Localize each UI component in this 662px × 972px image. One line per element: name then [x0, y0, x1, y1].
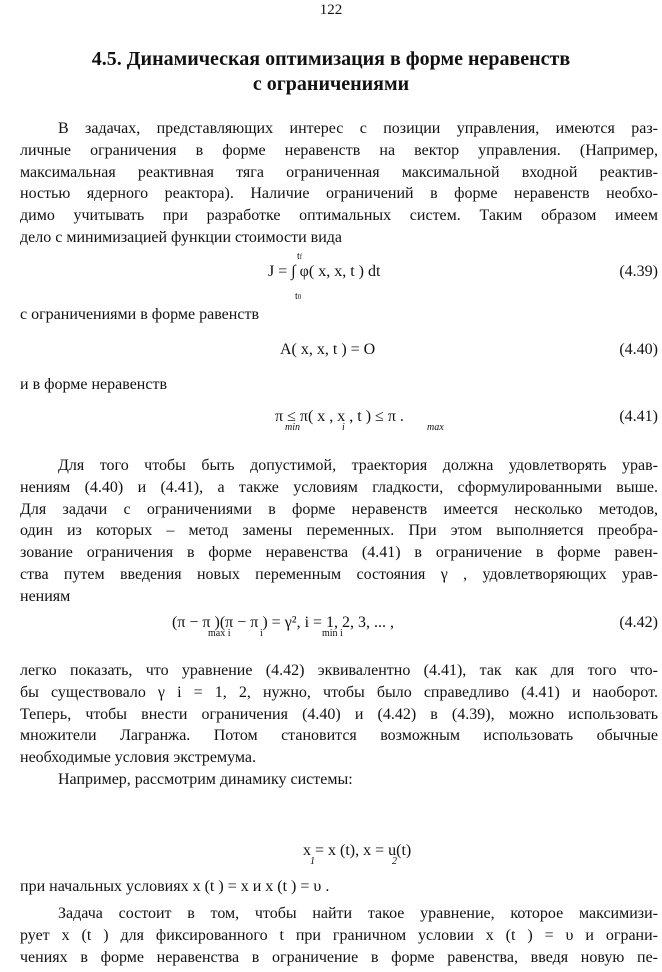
- paragraph-line: дело с минимизацией функции стоимости вида: [20, 228, 343, 246]
- subscript-i: i: [260, 628, 263, 639]
- paragraph-line: максимальная реактивная тяга ограниченная максимальной входной реактив-: [20, 163, 658, 181]
- section-heading: [20, 47, 642, 97]
- paragraph-2: [20, 455, 658, 608]
- paragraph-line: нениям: [20, 587, 71, 605]
- equation-body: A( x, x, t ) = O: [280, 341, 376, 358]
- integral-upper-limit: tf: [297, 251, 303, 262]
- subscript-i: i: [342, 422, 345, 433]
- subscript-min: min: [285, 422, 300, 433]
- subscript-max: max: [427, 422, 444, 433]
- text-line: с ограничениями в форме равенств: [20, 306, 259, 323]
- equation-number: (4.39): [619, 263, 658, 280]
- paragraph-line: ностью ядерного реактора). Наличие ограничений в форме неравенств необхо-: [20, 185, 658, 203]
- paragraph-line: Для того чтобы быть допустимой, траектория должна удовлетворять урав-: [58, 457, 658, 474]
- equation-number: (4.40): [619, 341, 658, 358]
- subscript-2: 2: [392, 856, 397, 867]
- paragraph-line: димо учитывать при разработке оптимальных систем. Таким образом имеем: [20, 207, 658, 225]
- paragraph-6: [20, 903, 658, 968]
- equation-number: (4.42): [619, 614, 658, 631]
- paragraph-line: Задача состоит в том, чтобы найти такое уравнение, которое максимизи-: [58, 905, 658, 922]
- equation-body: J = ∫ φ( x, x, t ) dt: [268, 263, 381, 280]
- equation-4-42: [20, 608, 658, 648]
- paragraph-line: чениях в форме неравенства в ограничение в форме равенства, введя новую пе-: [20, 948, 658, 966]
- text-line: Например, рассмотрим динамику системы:: [58, 771, 353, 788]
- paragraph-line: множители Лагранжа. Потом становится возможным использовать обычные: [20, 727, 658, 745]
- text-line: и в форме неравенств: [20, 376, 168, 393]
- paragraph-line: Для задачи с ограничениями в форме неравенств имеется несколько методов,: [20, 500, 658, 518]
- text-line: при начальных условиях x (t ) = x и x (t ) = υ .: [20, 878, 330, 895]
- paragraph-3: [20, 660, 658, 769]
- paragraph-line: рует x (t ) для фиксированного t при граничном условии x (t ) = υ и ограни-: [20, 926, 658, 944]
- paragraph-line: нениям (4.40) и (4.41), а также условиям гладкости, сформулированными выше.: [20, 478, 658, 496]
- paragraph-line: легко показать, что уравнение (4.42) эквивалентно (4.41), так как для того что-: [20, 662, 658, 679]
- equation-body: (π − π )(π − π ) = γ², i = 1, 2, 3, ... ,: [172, 614, 395, 631]
- paragraph-line: бы существовало γ i = 1, 2, нужно, чтобы было справедливо (4.41) и наоборот.: [20, 683, 658, 701]
- equation-body: x = x (t), x = u(t): [303, 842, 412, 859]
- equation-4-41: [20, 402, 658, 442]
- paragraph-line: один из которых – метод замены переменных. При этом выполняется преобра-: [20, 522, 658, 540]
- page-number: 122: [319, 2, 343, 18]
- paragraph-line: ства путем введения новых переменным состояния γ , удовлетворяющих урав-: [20, 565, 658, 583]
- subscript-min-i: min i: [322, 628, 343, 639]
- equation-4-40: [20, 338, 658, 378]
- paragraph-line: личные ограничения в форме неравенств на вектор управления. (Например,: [20, 141, 658, 159]
- subscript-max-i: max i: [208, 628, 231, 639]
- equation-body: π ≤ π( x , x , t ) ≤ π .: [275, 408, 404, 425]
- heading-line-1: 4.5. Динамическая оптимизация в форме неравенств: [91, 48, 571, 70]
- paragraph-line: необходимые условия экстремума.: [20, 749, 257, 767]
- paragraph-line: Теперь, чтобы внести ограничения (4.40) и (4.42) в (4.39), можно использовать: [20, 705, 658, 723]
- paragraph-1: [20, 118, 658, 249]
- equation-number: (4.41): [619, 408, 658, 425]
- heading-line-2: с ограничениями: [252, 73, 410, 95]
- integral-lower-limit: t0: [295, 291, 302, 302]
- paragraph-line: зование ограничения в форме неравенства (4.41) в ограничение в форме равен-: [20, 544, 658, 562]
- subscript-1: 1: [310, 856, 315, 867]
- paragraph-line: В задачах, представляющих интерес с позиции управления, имеются раз-: [58, 120, 658, 137]
- equation-4-39: [20, 251, 658, 303]
- equation-system: [20, 840, 658, 880]
